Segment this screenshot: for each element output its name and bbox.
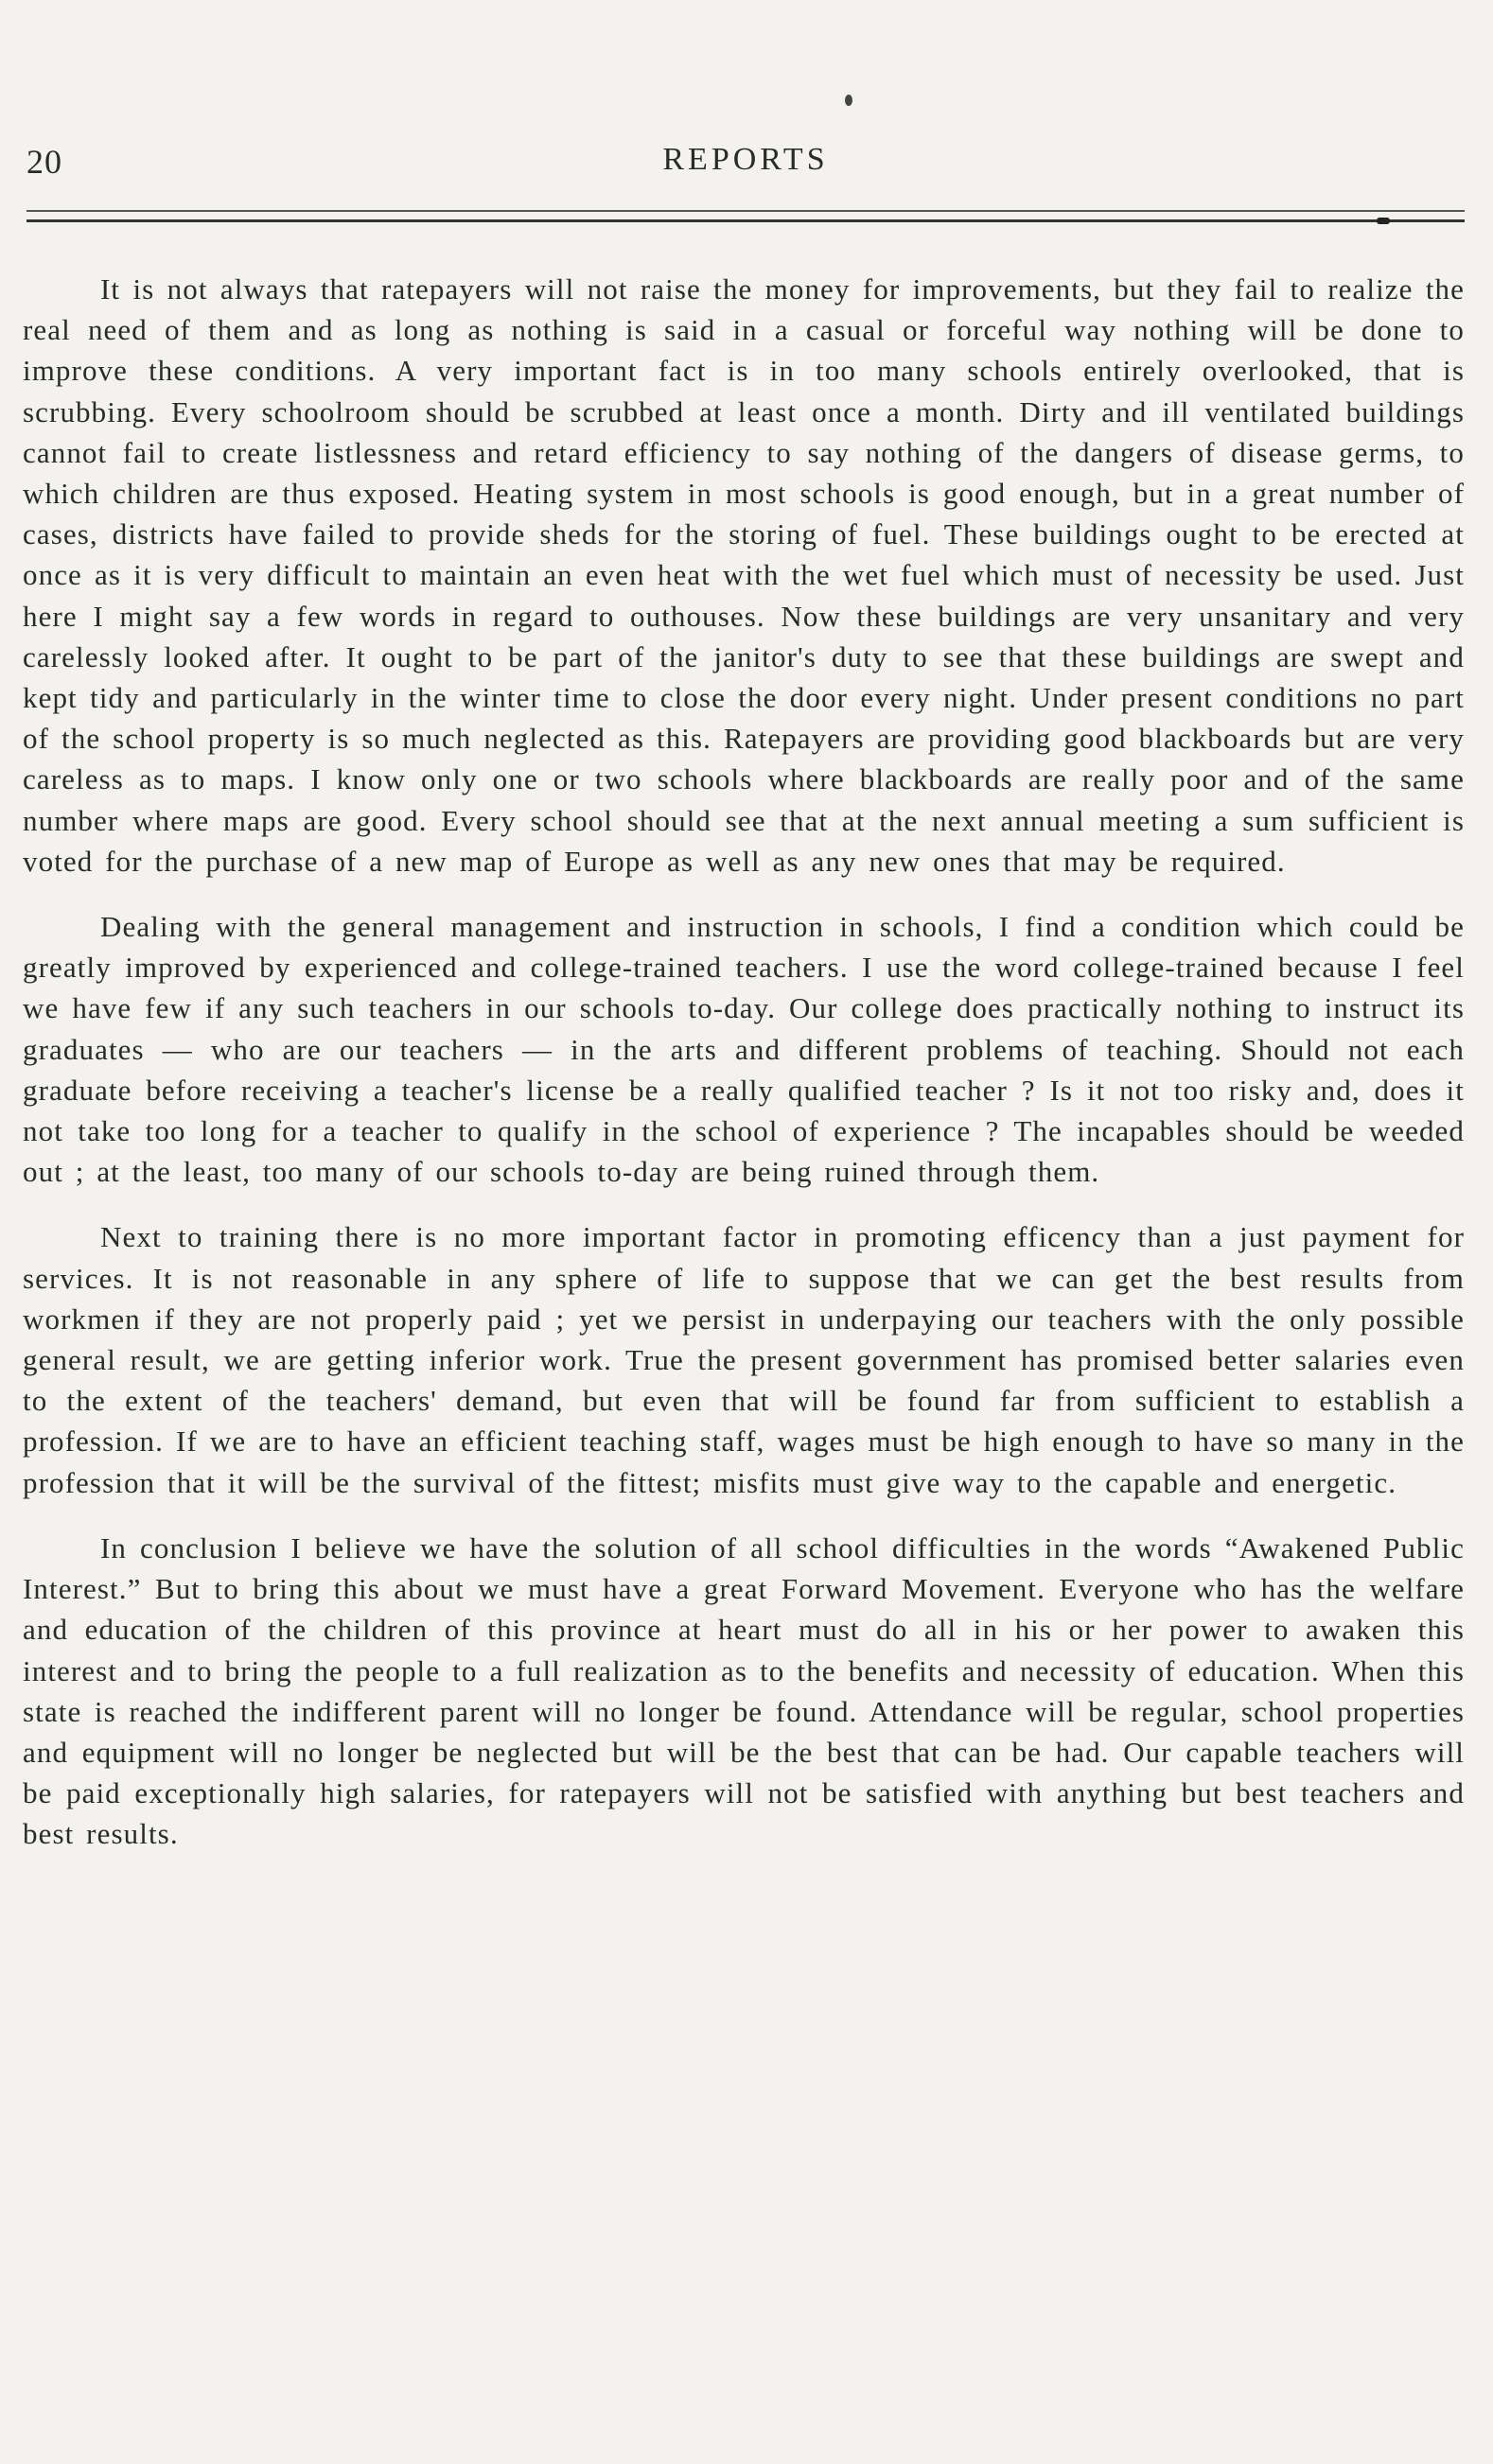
running-title: REPORTS	[662, 142, 829, 177]
paragraph-improvements: It is not always that ratepayers will not raise the money for improvements, but they fail to realize the real need of them and as long as nothing is said in a casual or forceful way nothing will be done to improve these conditions. A very important fact is in too many schools entirely overlooked, that is scrubbing. Every schoolroom should be scrubbed at least once a month. Dirty and ill ventilated buildings cannot fail to create listlessness and retard efficiency to say nothing of the dangers of disease germs, to which children are thus exposed. Heating system in most schools is good enough, but in a great number of cases, districts have failed to provide sheds for the storing of fuel. These buildings ought to be erected at once as it is very difficult to maintain an even heat with the wet fuel which must of necessity be used. Just here I might say a few words in regard to outhouses. Now these buildings are very unsanitary and very carelessly looked after. It ought to be part of the janitor's duty to see that these buildings are swept and kept tidy and particularly in the winter time to close the door every night. Under present conditions no part of the school property is so much neglected as this. Ratepayers are providing good blackboards but are very careless as to maps. I know only one or two schools where blackboards are really poor and of the same number where maps are good. Every school should see that at the next annual meeting a sum sufficient is voted for the purchase of a new map of Europe as well as any new ones that may be required.	[23, 272, 1465, 878]
page-header	[26, 142, 1465, 183]
paragraph-management: Dealing with the general management and instruction in schools, I find a condition which could be greatly improved by experienced and college-trained teachers. I use the word college-trained because I feel we have few if any such teachers in our schools to-day. Our college does practically nothing to instruct its graduates — who are our teachers — in the arts and different problems of teaching. Should not each graduate before receiving a teacher's license be a really qualified teacher ? Is it not too risky and, does it not take too long for a teacher to qualify in the school of experience ? The incapables should be weeded out ; at the least, too many of our schools to-day are being ruined through them.	[23, 910, 1465, 1189]
header-rule-thin	[26, 210, 1465, 212]
print-speck	[845, 95, 852, 106]
header-rule-thick	[26, 219, 1465, 222]
paragraph-conclusion: In conclusion I believe we have the solution of all school difficulties in the words “Awakened Public Interest.” But to bring this about we must have a great Forward Movement. Everyone who has the welfare and education of the children of this province at heart must do all in his or her power to awaken this interest and to bring the people to a full realization as to the benefits and necessity of education. When this state is reached the indifferent parent will no longer be found. Attendance will be regular, school properties and equipment will no longer be neglected but will be the best that can be had. Our capable teachers will be paid exceptionally high salaries, for ratepayers will not be satisfied with anything but best teachers and best results.	[23, 1530, 1465, 1851]
paragraph-salaries: Next to training there is no more important factor in promoting efficency than a just payment for services. It is not reasonable in any sphere of life to suppose that we can get the best results from workmen if they are not properly paid ; yet we persist in underpaying our teachers with the only possible general result, we are getting inferior work. True the present government has promised better salaries even to the extent of the teachers' demand, but even that will be found far from sufficient to establish a profession. If we are to have an efficient teaching staff, wages must be high enough to have so many in the profession that it will be the survival of the fittest; misfits must give way to the capable and energetic.	[23, 1220, 1465, 1499]
rule-ornament	[1377, 218, 1390, 224]
body-text	[23, 269, 1465, 1855]
page-number: 20	[26, 143, 62, 181]
